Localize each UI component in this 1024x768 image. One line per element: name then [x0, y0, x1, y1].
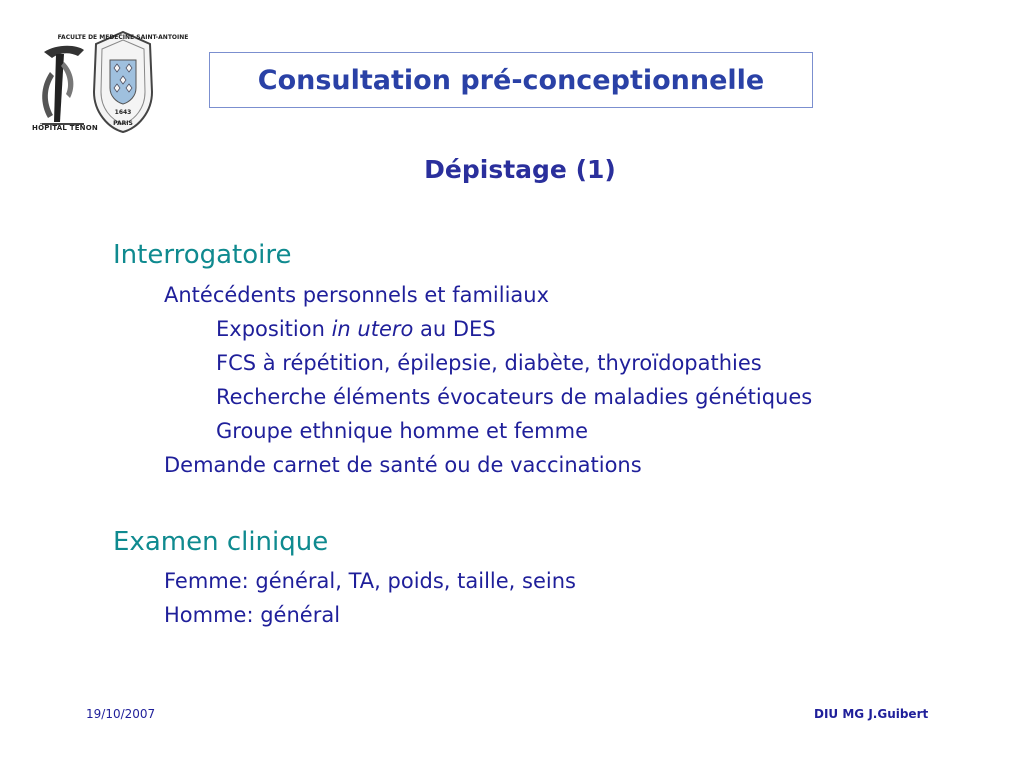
list-item: FCS à répétition, épilepsie, diabète, thyroïdopathies — [216, 351, 762, 375]
list-item: Demande carnet de santé ou de vaccinations — [164, 453, 642, 477]
list-item: Homme: général — [164, 603, 341, 627]
list-item: Recherche éléments évocateurs de maladies génétiques — [216, 385, 813, 409]
list-item: Antécédents personnels et familiaux — [164, 283, 550, 307]
section-heading-examen-clinique: Examen clinique — [113, 527, 329, 557]
footer-author: DIU MG J.Guibert — [814, 707, 929, 721]
footer-date: 19/10/2007 — [86, 707, 156, 721]
seal-year: 1643 — [114, 109, 132, 116]
seal-bottom-text: PARIS — [113, 120, 133, 127]
slide-subtitle: Dépistage (1) — [424, 155, 616, 184]
seal-top-text: FACULTE DE MEDECINE SAINT-ANTOINE — [57, 34, 189, 41]
list-item-exposition — [216, 317, 496, 341]
list-item: Femme: général, TA, poids, taille, seins — [164, 569, 576, 593]
hopital-tenon-caption: HÔPITAL TENON — [32, 124, 98, 132]
title-box — [209, 52, 813, 108]
section-heading-interrogatoire: Interrogatoire — [113, 240, 292, 270]
exposition-label: Exposition — [216, 317, 325, 341]
au-des-text: au DES — [420, 317, 496, 341]
list-item: Groupe ethnique homme et femme — [216, 419, 589, 443]
header-logos — [28, 28, 189, 138]
slide-title: Consultation pré-conceptionnelle — [257, 64, 765, 96]
hopital-tenon-logo — [34, 42, 92, 136]
in-utero-text: in utero — [331, 317, 414, 341]
